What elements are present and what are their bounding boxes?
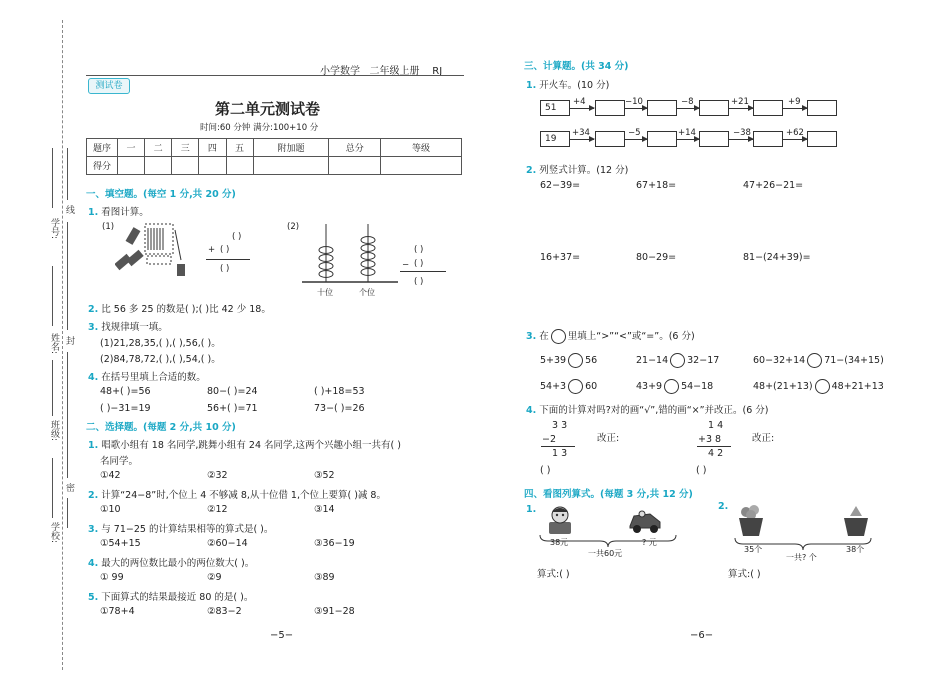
s4-q1-num: 1. — [526, 504, 537, 515]
s3-q2-r2-a: 16+37= — [540, 252, 581, 263]
s1-q4-r1-c: ( )+18=53 — [314, 386, 365, 397]
train1-box-3[interactable] — [699, 100, 729, 116]
s1-q1-rule-2 — [400, 271, 446, 272]
train2-arrow-4 — [729, 139, 753, 140]
train1-box-5[interactable] — [807, 100, 837, 116]
s3-q3-lhs: 48+(21+13) — [753, 381, 813, 392]
score-table-row — [87, 157, 462, 175]
header-grade: 二年级上册 — [369, 66, 420, 77]
s3-q3-item-6 — [753, 379, 884, 394]
s3-q3-text-a: 在 — [539, 331, 549, 342]
fruit-basket-icon — [737, 504, 765, 538]
train1-arrow-1 — [570, 108, 594, 109]
s3-q1-text: 开火车。(10 分) — [539, 80, 610, 91]
s2-q2-num: 2. — [88, 490, 99, 501]
compare-circle-input[interactable] — [807, 353, 822, 368]
s3-q3-lhs: 5+39 — [540, 355, 567, 366]
toy-car-icon — [628, 508, 662, 534]
s1-q1-blank-f[interactable]: ( ) — [414, 277, 424, 287]
s1-q1-blank-d[interactable]: ( ) — [414, 245, 424, 255]
s2-q5-num: 5. — [88, 592, 99, 603]
score-input[interactable] — [172, 157, 199, 175]
v1-line2: −2 — [542, 434, 557, 445]
seal-line-3 — [67, 352, 68, 478]
s2-q5-opt3[interactable]: ③91−28 — [314, 606, 355, 617]
score-input[interactable] — [118, 157, 145, 175]
section2-heading: 二、选择题。(每题 2 分,共 10 分) — [86, 422, 236, 433]
s1-q1-minus: − — [402, 260, 410, 270]
s2-q2 — [88, 487, 386, 501]
header-rule — [86, 75, 464, 76]
compare-circle-input[interactable] — [568, 379, 583, 394]
section3-heading: 三、计算题。(共 34 分) — [524, 61, 629, 72]
page-subtitle: 时间:60 分钟 满分:100+10 分 — [200, 123, 319, 133]
s1-q1-blank-b[interactable]: ( ) — [220, 245, 230, 255]
s4-q1-total: 一共60元 — [588, 549, 623, 558]
s1-q4-r1-a: 48+( )=56 — [100, 386, 151, 397]
s4-q1-formula[interactable]: 算式:( ) — [537, 569, 570, 580]
s3-q2-r1-a: 62−39= — [540, 180, 581, 191]
xingming-line — [52, 266, 53, 326]
s1-q1-text: 看图计算。 — [101, 207, 149, 218]
s3-q2 — [526, 162, 628, 176]
s1-q1-plus: + — [208, 245, 216, 255]
score-cell: 三 — [172, 139, 199, 157]
s2-q3 — [88, 521, 273, 535]
s1-q3-line2: (2)84,78,72,( ),( ),54,( )。 — [100, 354, 221, 365]
s1-q1-p1: (1) — [102, 222, 115, 232]
s2-q4-num: 4. — [88, 558, 99, 569]
section1-heading: 一、填空题。(每空 1 分,共 20 分) — [86, 189, 236, 200]
train2-start: 19 — [540, 131, 570, 147]
page-number-right: −6− — [690, 630, 714, 641]
s1-q4-num: 4. — [88, 372, 99, 383]
s2-q4-opt2[interactable]: ②9 — [207, 572, 222, 583]
score-input[interactable] — [145, 157, 172, 175]
s1-q4-text: 在括号里填上合适的数。 — [101, 372, 206, 383]
train2-arrow-1 — [570, 139, 594, 140]
s1-q4-r2-b: 56+( )=71 — [207, 403, 258, 414]
tens-label: 十位 — [317, 288, 333, 297]
s2-q5 — [88, 589, 253, 603]
header-subject: 小学数学 — [320, 66, 360, 77]
s1-q1-blank-e[interactable]: ( ) — [414, 259, 424, 269]
s3-q2-r1-c: 47+26−21= — [743, 180, 804, 191]
s2-q2-opt2[interactable]: ②12 — [207, 504, 228, 515]
s1-q2 — [88, 301, 271, 315]
score-input[interactable] — [199, 157, 226, 175]
s2-q1-num: 1. — [88, 440, 99, 451]
v2-line3: 4 2 — [708, 448, 724, 459]
train2-box-2[interactable] — [647, 131, 677, 147]
s4-q1-a: 38元 — [550, 538, 569, 547]
s2-q5-text: 下面算式的结果最接近 80 的是( )。 — [101, 592, 254, 603]
score-cell: 四 — [199, 139, 226, 157]
s3-q4-text: 下面的计算对吗?对的画“√”,错的画“×”并改正。(6 分) — [539, 405, 769, 416]
s1-q4-r2-c: 73−( )=26 — [314, 403, 365, 414]
s3-q3-lhs: 21−14 — [636, 355, 669, 366]
seal-line-1 — [67, 148, 68, 200]
s2-q3-num: 3. — [88, 524, 99, 535]
v2-fix-label: 改正: — [752, 433, 775, 444]
v2-line1: 1 4 — [708, 420, 724, 431]
score-cell: 五 — [226, 139, 253, 157]
s2-q5-opt2[interactable]: ②83−2 — [207, 606, 242, 617]
score-cell: 二 — [145, 139, 172, 157]
s3-q3-item-4 — [540, 379, 597, 394]
train1-op-1: +4 — [573, 97, 586, 107]
compare-circle-icon — [551, 329, 566, 344]
binding-line — [62, 20, 63, 670]
s4-q2-formula[interactable]: 算式:( ) — [728, 569, 761, 580]
s2-q5-opt1[interactable]: ①78+4 — [100, 606, 135, 617]
train1-arrow-2 — [625, 108, 647, 109]
s4-q2-total: 一共? 个 — [786, 553, 817, 562]
s3-q2-r2-c: 81−(24+39)= — [743, 252, 811, 263]
score-input[interactable] — [381, 157, 462, 175]
s3-q3-rhs: 60 — [585, 381, 598, 392]
train1-op-5: +9 — [788, 97, 801, 107]
s2-q3-opt2[interactable]: ②60−14 — [207, 538, 248, 549]
compare-circle-input[interactable] — [670, 353, 685, 368]
s3-q3-item-3 — [753, 353, 884, 368]
line-mark: 线 — [64, 205, 74, 214]
s4-q2-b: 38个 — [846, 545, 865, 554]
s3-q3-num: 3. — [526, 331, 537, 342]
train2-box-5[interactable] — [807, 131, 837, 147]
train1-box-2[interactable] — [647, 100, 677, 116]
train2-op-1: +34 — [572, 128, 590, 138]
s3-q1-num: 1. — [526, 80, 537, 91]
train2-op-4: −38 — [733, 128, 751, 138]
v2-rule — [697, 446, 731, 447]
train1-box-4[interactable] — [753, 100, 783, 116]
s1-q1-blank-c[interactable]: ( ) — [220, 264, 230, 274]
s1-q4-r1-b: 80−( )=24 — [207, 386, 258, 397]
s3-q1 — [526, 77, 609, 91]
s1-q1-p2: (2) — [287, 222, 300, 232]
s3-q4 — [526, 402, 769, 416]
s1-q4 — [88, 369, 206, 383]
v2-judge[interactable]: ( ) — [696, 465, 707, 476]
score-input[interactable] — [329, 157, 381, 175]
s3-q3-item-2 — [636, 353, 719, 368]
s3-q3-rhs: 54−18 — [681, 381, 714, 392]
xingming-label: 姓名: — [49, 333, 59, 355]
score-input[interactable] — [253, 157, 329, 175]
s3-q2-num: 2. — [526, 165, 537, 176]
banji-label: 班级: — [49, 420, 59, 442]
s3-q2-r1-b: 67+18= — [636, 180, 677, 191]
ones-label: 个位 — [359, 288, 375, 297]
v1-line3: 1 3 — [552, 448, 568, 459]
s1-q1-rule — [206, 259, 250, 260]
xuexiao-label: 学校: — [49, 522, 59, 544]
s3-q3-rhs: 48+21+13 — [831, 381, 884, 392]
s3-q3-lhs: 54+3 — [540, 381, 567, 392]
abacus-icon — [298, 220, 408, 288]
page-title: 第二单元测试卷 — [215, 100, 321, 118]
seal-line-4 — [67, 498, 68, 528]
s2-q3-opt1[interactable]: ①54+15 — [100, 538, 141, 549]
s3-q3-rhs: 32−17 — [687, 355, 720, 366]
train2-op-2: −5 — [628, 128, 641, 138]
s2-q3-opt3[interactable]: ③36−19 — [314, 538, 355, 549]
s1-q2-num: 2. — [88, 304, 99, 315]
train2-box-3[interactable] — [699, 131, 729, 147]
s2-q3-text: 与 71−25 的计算结果相等的算式是( )。 — [101, 524, 274, 535]
score-table-header — [87, 139, 462, 157]
train1-arrow-4 — [729, 108, 753, 109]
s1-q1-blank-a[interactable]: ( ) — [232, 232, 242, 242]
xuehao-label: 学号: — [49, 218, 59, 240]
section4-heading: 四、看图列算式。(每题 3 分,共 12 分) — [524, 489, 693, 500]
s3-q2-text: 列竖式计算。(12 分) — [539, 165, 629, 176]
s3-q2-r2-b: 80−29= — [636, 252, 677, 263]
s3-q3-lhs: 60−32+14 — [753, 355, 806, 366]
s3-q3-lhs: 43+9 — [636, 381, 663, 392]
train2-arrow-5 — [783, 139, 807, 140]
v1-judge[interactable]: ( ) — [540, 465, 551, 476]
seal-mark: 密 — [64, 483, 74, 492]
compare-circle-input[interactable] — [815, 379, 830, 394]
s3-q3-rhs: 56 — [585, 355, 598, 366]
train1-box-1[interactable] — [595, 100, 625, 116]
v2-line2: +3 8 — [698, 434, 722, 445]
s2-q2-text: 计算“24−8”时,个位上 4 不够减 8,从十位借 1,个位上要算( )减 8。 — [101, 490, 386, 501]
score-input[interactable] — [226, 157, 253, 175]
fruit-basket-icon — [842, 504, 870, 538]
s1-q3-num: 3. — [88, 322, 99, 333]
s3-q3-item-1 — [540, 353, 597, 368]
v1-rule — [541, 446, 575, 447]
train2-box-1[interactable] — [595, 131, 625, 147]
s2-q1-opt3[interactable]: ③52 — [314, 470, 335, 481]
train2-op-5: +62 — [786, 128, 804, 138]
s2-q1-text: 唱歌小组有 18 名同学,跳舞小组有 24 名同学,这两个兴趣小组一共有( ) — [101, 440, 401, 451]
s2-q1-text2: 名同学。 — [100, 456, 139, 467]
s1-q1-num: 1. — [88, 207, 99, 218]
train1-start: 51 — [540, 100, 570, 116]
score-cell: 题序 — [87, 139, 118, 157]
xuehao-line — [52, 148, 53, 208]
score-row-label: 得分 — [87, 157, 118, 175]
compare-circle-input[interactable] — [568, 353, 583, 368]
score-cell: 总分 — [329, 139, 381, 157]
s2-q4-opt1[interactable]: ① 99 — [100, 572, 124, 583]
s4-q2-num: 2. — [718, 501, 729, 512]
xuexiao-line — [52, 458, 53, 518]
test-badge: 测试卷 — [88, 78, 130, 94]
s3-q3-rhs: 71−(34+15) — [824, 355, 884, 366]
s3-q3 — [526, 328, 695, 344]
train1-op-2: −10 — [625, 97, 643, 107]
header-edition: RJ — [432, 66, 443, 77]
s1-q1 — [88, 204, 149, 218]
s2-q4-opt3[interactable]: ③89 — [314, 572, 335, 583]
v1-fix-label: 改正: — [597, 433, 620, 444]
s4-q2-a: 35个 — [744, 545, 763, 554]
s1-q3-line1: (1)21,28,35,( ),( ),56,( )。 — [100, 338, 221, 349]
s2-q2-opt3[interactable]: ③14 — [314, 504, 335, 515]
s1-q2-text: 比 56 多 25 的数是( );( )比 42 少 18。 — [101, 304, 271, 315]
s2-q1 — [88, 437, 401, 451]
page-number-left: −5− — [270, 630, 294, 641]
seal-line-2 — [67, 222, 68, 330]
s4-q1-b: ? 元 — [642, 538, 657, 547]
doll-toy-icon — [545, 504, 575, 536]
s2-q1-opt1[interactable]: ①42 — [100, 470, 121, 481]
banji-line — [52, 360, 53, 416]
score-table — [86, 138, 462, 175]
s2-q4-text: 最大的两位数比最小的两位数大( )。 — [101, 558, 255, 569]
train1-op-4: +21 — [731, 97, 749, 107]
train1-arrow-3 — [677, 108, 699, 109]
fold-mark: 封 — [64, 336, 74, 345]
s1-q3 — [88, 319, 168, 333]
train2-box-4[interactable] — [753, 131, 783, 147]
train2-arrow-3 — [677, 139, 699, 140]
s1-q3-text: 找规律填一填。 — [101, 322, 168, 333]
train1-op-3: −8 — [681, 97, 694, 107]
score-cell: 等级 — [381, 139, 462, 157]
s2-q4 — [88, 555, 254, 569]
train2-op-3: +14 — [678, 128, 696, 138]
train1-arrow-5 — [783, 108, 807, 109]
v1-line1: 3 3 — [552, 420, 568, 431]
s3-q4-num: 4. — [526, 405, 537, 416]
score-cell: 一 — [118, 139, 145, 157]
s3-q3-item-5 — [636, 379, 713, 394]
score-cell: 附加题 — [253, 139, 329, 157]
sticks-illustration-icon — [115, 220, 195, 280]
s2-q1-opt2[interactable]: ②32 — [207, 470, 228, 481]
s2-q2-opt1[interactable]: ①10 — [100, 504, 121, 515]
s1-q4-r2-a: ( )−31=19 — [100, 403, 151, 414]
s3-q3-text-b: 里填上“>”“<”或“=”。(6 分) — [567, 331, 695, 342]
compare-circle-input[interactable] — [664, 379, 679, 394]
train2-arrow-2 — [625, 139, 647, 140]
